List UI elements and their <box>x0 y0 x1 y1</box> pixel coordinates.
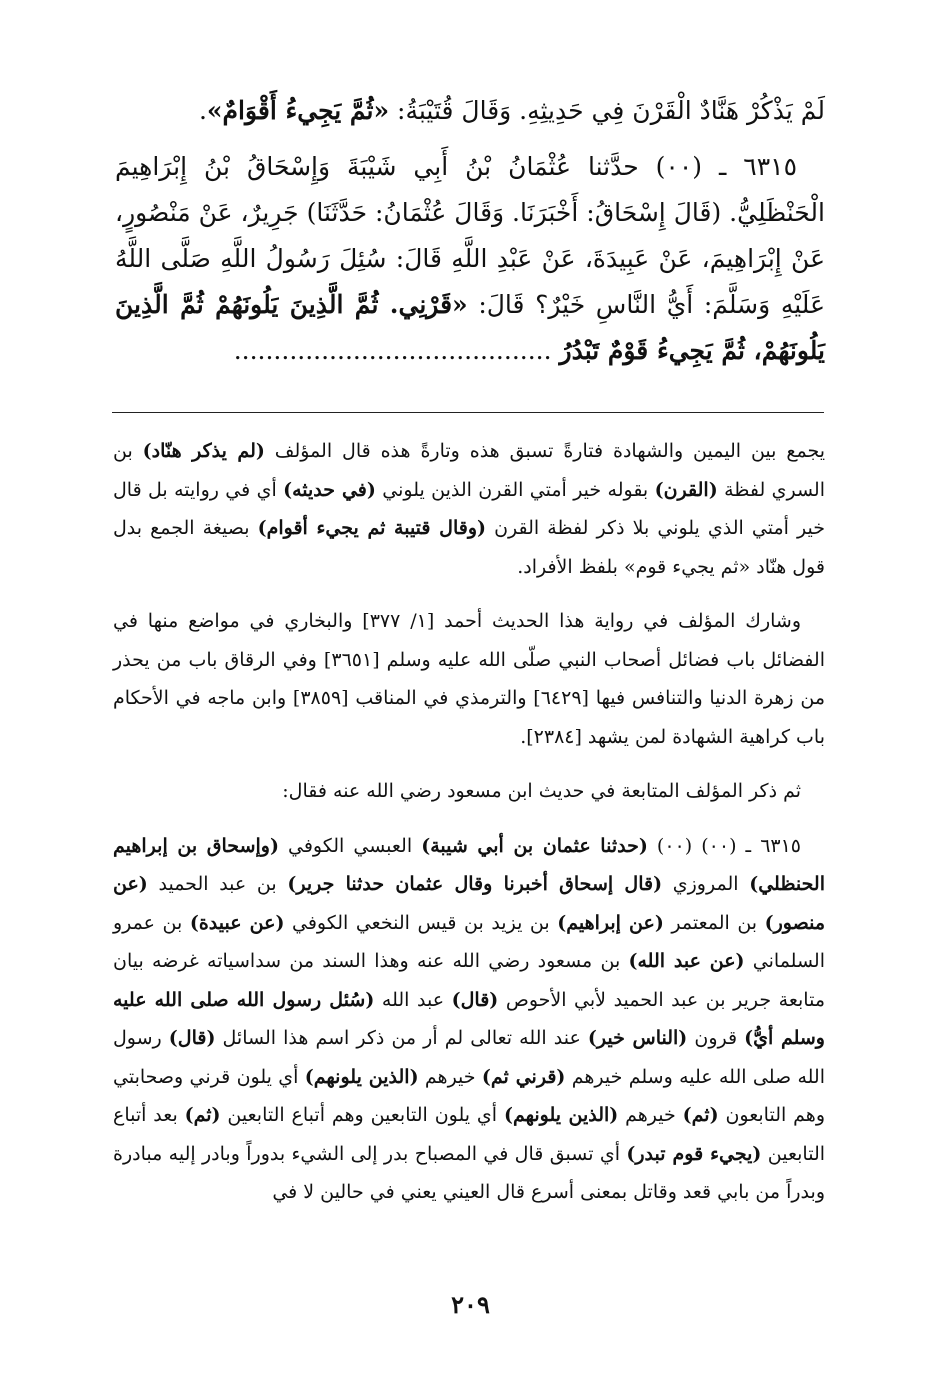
commentary-bold: (عن إبراهيم) <box>557 911 664 934</box>
continuation-dots: ........................................ <box>233 336 560 365</box>
commentary-bold: (الذين يلونهم) <box>304 1065 419 1088</box>
commentary-text: بن مسعود رضي الله عنه وهذا السند من سداسياته غرضه بيان متابعة جرير بن عبد الحميد لأبي الأحوص <box>113 950 825 1011</box>
commentary-bold: (وإسحاق بن إبراهيم الحنظلي) <box>113 834 825 895</box>
commentary-bold: (وقال قتيبة ثم يجيء أقوام) <box>257 517 486 539</box>
hadith-quote: «قَرْنِي. ثُمَّ الَّذِينَ يَلُونَهُمْ ثُمَّ الَّذِينَ يَلُونَهُمْ، ثُمَّ يَجِيءُ قَوْمٌ تَبْدُرُ <box>115 290 825 365</box>
commentary-text: بن عمرو السلماني <box>113 911 825 972</box>
hadith-paragraph-1 <box>115 88 825 134</box>
hadith-text: ٦٣١٥ ـ (٠٠) حدَّثنا عُثْمَانُ بْنُ أَبِي شَيْبَةَ وَإِسْحَاقُ بْنُ إِبْرَاهِيمَ الْحَنْظَلِيُّ. (قَالَ إِسْحَاقُ: أَخْبَرَنَا. وَقَالَ عُثْمَانُ: حَدَّثَنَا) جَرِيرٌ، عَنْ مَنْصُورٍ، عَنْ إِبْرَاهِيمَ، عَنْ عَبِيدَةَ، عَنْ عَبْدِ اللَّهِ قَالَ: سُئِلَ رَسُولُ اللَّهِ صَلَّى اللَّهُ عَلَيْهِ وَسَلَّمَ: أَيُّ النَّاسِ خَيْرٌ؟ قَالَ: <box>115 152 825 319</box>
commentary-bold: (يجيء قوم تبدر) <box>626 1142 762 1165</box>
commentary-text: خيرهم <box>418 1065 482 1088</box>
divider-line <box>112 412 824 413</box>
commentary-text: رسول الله صلى الله عليه وسلم خيرهم <box>113 1027 825 1088</box>
commentary-bold: (القرن) <box>654 478 718 501</box>
commentary-paragraph-4 <box>113 827 825 1212</box>
hadith-text: . <box>198 96 207 125</box>
commentary-text: أي في روايته بل قال خير أمتي الذي يلوني بلا ذكر لفظة القرن <box>113 478 825 539</box>
commentary-paragraph-3: ثم ذكر المؤلف المتابعة في حديث ابن مسعود رضي الله عنه فقال: <box>282 780 801 802</box>
commentary-text: قرون <box>687 1027 745 1049</box>
commentary-bold: (قال) <box>451 988 499 1011</box>
page-number: ٢٠٩ <box>451 1290 490 1319</box>
commentary-text: ٦٣١٥ ـ (٠٠) (٠٠) <box>647 834 802 857</box>
commentary-bold: (سُئل رسول الله صلى الله عليه وسلم أيُّ) <box>113 988 825 1049</box>
commentary-bold: (لم يذكر هنّاد) <box>142 440 265 462</box>
hadith-paragraph-2 <box>115 144 825 374</box>
commentary-text: يجمع بين اليمين والشهادة فتارةً تسبق هذه وتارةً هذه قال المؤلف <box>264 440 825 462</box>
commentary-bold: (عن منصور) <box>113 873 825 934</box>
commentary-paragraph-1 <box>113 432 825 586</box>
commentary-text: بن يزيد بن قيس النخعي الكوفي <box>284 911 558 934</box>
hadith-text-block <box>115 88 825 374</box>
commentary-text: خيرهم <box>618 1104 683 1126</box>
commentary-text: المروزي <box>662 873 750 895</box>
commentary-bold: (قرني ثم) <box>481 1065 566 1088</box>
commentary-text: أي تسبق قال في المصباح بدر إلى الشيء بدوراً وبادر إليه مبادرة وبدراً من بابي قعد وقاتل بمعنى أسرع قال العيني يعني في حالين لا في <box>113 1142 825 1203</box>
commentary-bold: (ثم) <box>682 1104 719 1126</box>
commentary-bold: (عن عبد الله) <box>628 950 745 972</box>
commentary-text: بن السري لفظة <box>113 440 825 501</box>
commentary-paragraph-2: وشارك المؤلف في رواية هذا الحديث أحمد [١/ ٣٧٧] والبخاري في مواضع منها في الفضائل باب فضائل أصحاب النبي صلّى الله عليه وسلم [٣٦٥١] وفي الرقاق باب من يحذر من زهرة الدنيا والتنافس فيها [٦٤٢٩] والترمذي في المناقب [٣٨٥٩] وابن ماجه في الأحكام باب كراهية الشهادة لمن يشهد [٢٣٨٤]. <box>113 610 826 748</box>
commentary-text: أي يلون التابعين وهم أتباع التابعين <box>220 1104 504 1126</box>
hadith-quote: «ثُمَّ يَجِيءُ أَقْوَامٌ» <box>206 96 390 125</box>
commentary-bold: (قال) <box>168 1027 216 1049</box>
commentary-text: بن عبد الحميد <box>147 873 288 895</box>
commentary-bold: (ثم) <box>184 1104 221 1126</box>
commentary-bold: (قال إسحاق أخبرنا وقال عثمان حدثنا جرير) <box>287 873 663 895</box>
commentary-block <box>113 432 825 1212</box>
commentary-bold: (الناس خير) <box>587 1027 688 1049</box>
commentary-text: عبد الله <box>374 988 452 1011</box>
commentary-text: بن المعتمر <box>663 911 765 934</box>
commentary-text: بقوله خير أمتي القرن الذين يلوني <box>375 478 655 501</box>
commentary-text: عند الله تعالى لم أر من ذكر اسم هذا السائل <box>215 1027 588 1049</box>
hadith-text: لَمْ يَذْكُرْ هَنَّادٌ الْقَرْنَ فِي حَدِيثِهِ. وَقَالَ قُتَيْبَةُ: <box>389 96 825 125</box>
commentary-bold: (الذين يلونهم) <box>503 1104 619 1126</box>
commentary-text: أي يلون قرني وصحابتي وهم التابعون <box>113 1065 825 1126</box>
commentary-text: بصيغة الجمع بدل قول هنّاد «ثم يجيء قوم» بلفظ الأفراد. <box>113 517 825 578</box>
commentary-bold: (عن عبيدة) <box>189 911 285 934</box>
commentary-bold: (حدثنا عثمان بن أبي شيبة) <box>421 834 648 857</box>
commentary-text: العبسي الكوفي <box>278 834 422 857</box>
commentary-bold: (في حديثه) <box>283 478 376 501</box>
commentary-text: بعد أتباع التابعين <box>113 1104 826 1165</box>
